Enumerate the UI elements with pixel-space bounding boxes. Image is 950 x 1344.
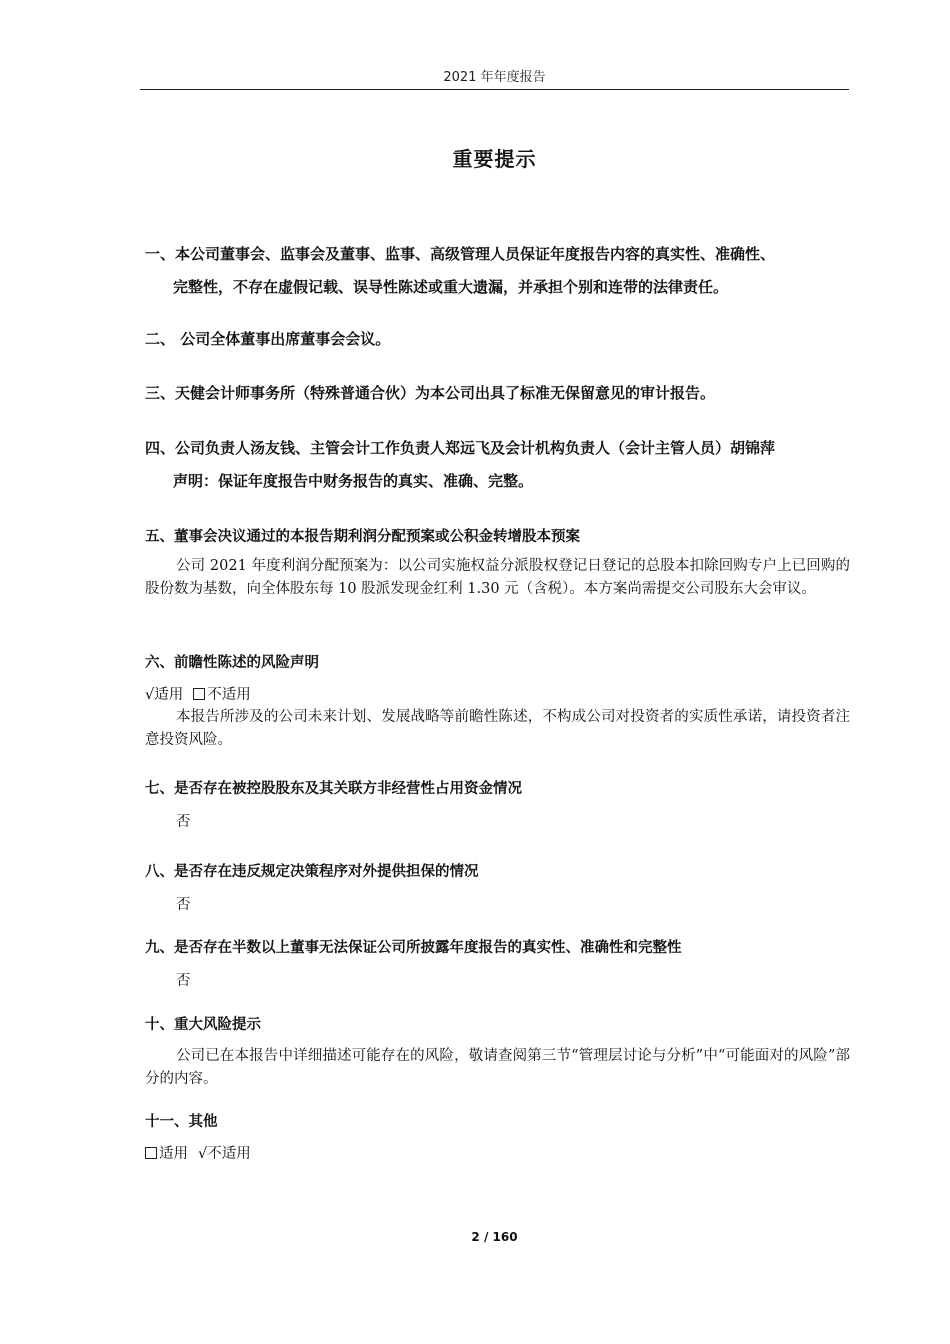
section-5-body: 公司 2021 年度利润分配预案为：以公司实施权益分派股权登记日登记的总股本扣除回购专户上已回购的股份数为基数，向全体股东每 10 股派发现金红利 1.30 元（含税）。本方案尚需提交公司股东大会审议。: [145, 558, 850, 597]
notice-item-4-line2: 声明：保证年度报告中财务报告的真实、准确、完整。: [173, 472, 534, 490]
page-number: 2 / 160: [471, 1230, 518, 1244]
section-7-heading: 七、是否存在被控股股东及其关联方非经营性占用资金情况: [145, 781, 522, 797]
notice-item-1-line1: 一、本公司董事会、监事会及董事、监事、高级管理人员保证年度报告内容的真实性、准确性、: [145, 245, 776, 263]
check-mark-icon: √: [145, 687, 155, 703]
section-11-applicability: [145, 1143, 261, 1165]
empty-checkbox-icon: [193, 688, 205, 700]
section-9-heading: 九、是否存在半数以上董事无法保证公司所披露年度报告的真实性、准确性和完整性: [145, 940, 682, 956]
section-5-heading: 五、董事会决议通过的本报告期利润分配预案或公积金转增股本预案: [145, 529, 580, 545]
notice-item-1-line2: 完整性，不存在虚假记载、误导性陈述或重大遗漏，并承担个别和连带的法律责任。: [173, 278, 729, 296]
section-10-heading: 十、重大风险提示: [145, 1017, 261, 1033]
section-10-body: 公司已在本报告中详细描述可能存在的风险，敬请查阅第三节“管理层讨论与分析”中“可能面对的风险”部分的内容。: [145, 1048, 850, 1087]
section-8-heading: 八、是否存在违反规定决策程序对外提供担保的情况: [145, 864, 479, 880]
section-6-option-not-applicable: 不适用: [193, 687, 251, 703]
notice-item-4: [145, 432, 851, 498]
page-title: 重要提示: [452, 147, 537, 171]
section-9-answer: 否: [176, 973, 191, 989]
check-mark-icon: √: [198, 1146, 208, 1162]
notice-item-3-line1: 三、天健会计师事务所（特殊普通合伙）为本公司出具了标准无保留意见的审计报告。: [145, 384, 716, 402]
section-11-heading: 十一、其他: [145, 1114, 218, 1130]
notice-item-2: [145, 323, 851, 356]
section-6-applicability: [145, 684, 261, 706]
running-header: 2021 年年度报告: [443, 70, 546, 85]
section-7-answer: 否: [176, 814, 191, 830]
empty-checkbox-icon: [145, 1147, 157, 1159]
section-6-heading: 六、前瞻性陈述的风险声明: [145, 655, 319, 671]
section-8-answer: 否: [176, 897, 191, 913]
section-11-option-not-applicable: √不适用: [198, 1146, 251, 1162]
notice-item-3: [145, 377, 851, 410]
section-6-body: 本报告所涉及的公司未来计划、发展战略等前瞻性陈述，不构成公司对投资者的实质性承诺，请投资者注意投资风险。: [145, 709, 850, 748]
header-divider: [140, 89, 849, 90]
section-6-option-applicable: √适用: [145, 687, 184, 703]
section-11-option-applicable: 适用: [145, 1146, 188, 1162]
notice-item-2-line1: 二、 公司全体董事出席董事会会议。: [145, 330, 391, 348]
notice-item-1: [145, 238, 851, 304]
notice-item-4-line1: 四、公司负责人汤友钱、主管会计工作负责人郑远飞及会计机构负责人（会计主管人员）胡锦萍: [145, 439, 776, 457]
